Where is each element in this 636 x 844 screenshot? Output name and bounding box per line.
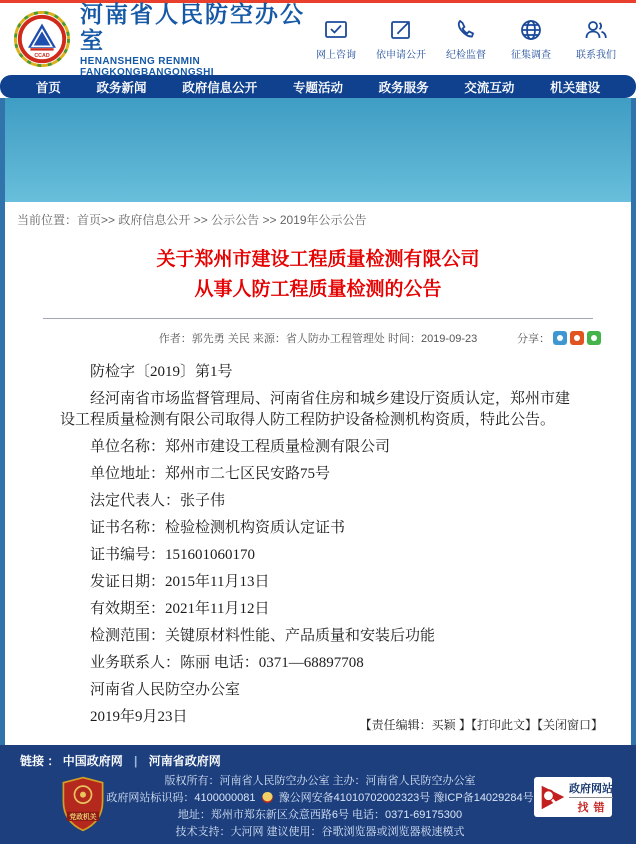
quick-link-apply-disclosure[interactable]: 依申请公开 — [375, 18, 427, 61]
mail-check-icon — [324, 18, 348, 42]
share-qzone-icon[interactable] — [570, 331, 584, 345]
article-paragraph: 防检字〔2019〕第1号 — [90, 364, 233, 380]
main-wrapper — [0, 98, 636, 745]
breadcrumb-notices[interactable]: 公示公告 — [211, 213, 260, 227]
article-title — [5, 245, 631, 305]
nav-item-services[interactable]: 政务服务 — [378, 80, 429, 95]
breadcrumb-sep: >> — [262, 213, 277, 227]
article-content-area — [5, 202, 631, 745]
nav-item-info-disclosure[interactable]: 政府信息公开 — [182, 80, 258, 95]
footer-address: 地址：郑州市郑东新区众意西路6号 电话：0371-69175300 — [177, 809, 463, 821]
nav-item-special-topics[interactable]: 专题活动 — [292, 80, 343, 95]
article-paragraph: 经河南省市场监督管理局、河南省住房和城乡建设厅资质认定，郑州市建设工程质量检测有限公司取得人防工程防护设备检测机构资质，特此公告。 — [60, 391, 571, 428]
main-nav — [0, 75, 636, 98]
article-paragraph: 单位地址：郑州市二七区民安路75号 — [90, 466, 331, 482]
footer-info — [106, 773, 534, 841]
breadcrumb-2019-notices[interactable]: 2019年公示公告 — [279, 213, 367, 227]
article-paragraph: 业务联系人：陈丽 电话：0371—68897708 — [90, 655, 364, 671]
air-defense-emblem-logo — [14, 11, 70, 67]
site-header — [0, 0, 636, 78]
phone-icon — [454, 18, 478, 42]
quick-link-contact-us[interactable]: 联系我们 — [570, 18, 622, 61]
breadcrumb-sep: >> — [101, 213, 116, 227]
footer-support: 技术支持：大河网 建议使用：谷歌浏览器或浏览器极速模式 — [175, 826, 465, 838]
nav-item-interaction[interactable]: 交流互动 — [464, 80, 515, 95]
title-divider — [43, 318, 594, 319]
error-report-line1: 政府网站 — [569, 780, 613, 798]
article-paragraph: 法定代表人：张子伟 — [90, 493, 226, 509]
quick-link-survey[interactable]: 征集调查 — [505, 18, 557, 61]
nav-item-news[interactable]: 政务新闻 — [96, 80, 147, 95]
breadcrumb-sep: >> — [193, 213, 208, 227]
article-footer-actions — [360, 716, 603, 733]
print-button[interactable]: 【打印此文】 — [470, 718, 537, 732]
article-body — [60, 362, 576, 728]
article-paragraph: 发证日期：2015年11月13日 — [90, 574, 270, 590]
footer-links-row — [0, 745, 636, 771]
magnifier-flag-icon — [539, 784, 566, 811]
footer-beian[interactable]: 豫公网安备41010702002323号 豫ICP备14029284号 — [278, 792, 534, 804]
article-paragraph: 证书编号：151601060170 — [90, 547, 256, 563]
site-footer — [0, 745, 636, 844]
error-report-line2: 找错 — [577, 801, 610, 814]
nav-item-home[interactable]: 首页 — [35, 80, 61, 95]
footer-site-code-row — [106, 790, 534, 807]
share-qq-icon[interactable] — [553, 331, 567, 345]
article-paragraph: 单位名称：郑州市建设工程质量检测有限公司 — [90, 439, 391, 455]
site-brand — [80, 1, 310, 78]
footer-main-row — [0, 771, 636, 841]
share-label: 分享： — [517, 333, 550, 345]
article-meta-row — [5, 330, 631, 348]
breadcrumb-label: 当前位置： — [17, 213, 78, 227]
footer-link-henan-gov[interactable]: 河南省政府网 — [148, 754, 221, 768]
footer-links-label: 链接 ： — [20, 754, 60, 768]
footer-site-code: 政府网站标识码：4100000081 — [106, 792, 256, 804]
article-paragraph: 河南省人民防空办公室 — [90, 682, 241, 698]
article-title-line2: 从事人防工程质量检测的公告 — [194, 279, 442, 300]
gov-site-error-report-badge[interactable] — [534, 777, 612, 817]
article-paragraph: 有效期至：2021年11月12日 — [90, 601, 270, 617]
share-wechat-icon[interactable] — [587, 331, 601, 345]
hero-banner — [5, 98, 631, 202]
breadcrumb-info-disclosure[interactable]: 政府信息公开 — [118, 213, 191, 227]
share-bar — [517, 330, 601, 346]
header-quick-links — [310, 18, 622, 61]
error-report-text — [569, 780, 613, 815]
editor-note: 【责任编辑：买颖 】 — [359, 718, 471, 732]
article-paragraph: 证书名称：检验检测机构资质认定证书 — [90, 520, 346, 536]
site-title: 河南省人民防空办公室 — [80, 0, 305, 53]
party-government-shield-icon — [60, 775, 106, 833]
breadcrumb — [5, 202, 631, 232]
svg-text:党政机关: 党政机关 — [69, 813, 97, 821]
breadcrumb-home[interactable]: 首页 — [77, 213, 102, 227]
quick-link-online-consult[interactable]: 网上咨询 — [310, 18, 362, 61]
quick-link-discipline-supervision[interactable]: 纪检监督 — [440, 18, 492, 61]
site-subtitle: HENANSHENG RENMIN FANGKONGBANGONGSHI — [80, 55, 214, 78]
footer-link-separator: | — [134, 754, 138, 768]
nav-item-agency-building[interactable]: 机关建设 — [550, 80, 601, 95]
article-meta: 作者：郭先勇 关民 来源：省人防办工程管理处 时间：2019-09-23 — [158, 333, 478, 345]
edit-icon — [389, 18, 413, 42]
footer-link-china-gov[interactable]: 中国政府网 — [62, 754, 123, 768]
close-window-button[interactable]: 【关闭窗口】 — [536, 718, 603, 732]
article-paragraph: 2019年9月23日 — [90, 709, 188, 725]
article-title-line1: 关于郑州市建设工程质量检测有限公司 — [156, 249, 480, 270]
article-paragraph: 检测范围：关键原材料性能、产品质量和安装后功能 — [90, 628, 436, 644]
globe-icon — [519, 18, 543, 42]
public-security-badge-icon — [262, 792, 273, 803]
svg-text:CCAD: CCAD — [34, 52, 50, 59]
footer-copyright: 版权所有：河南省人民防空办公室 主办：河南省人民防空办公室 — [164, 775, 476, 787]
people-icon — [584, 18, 608, 42]
